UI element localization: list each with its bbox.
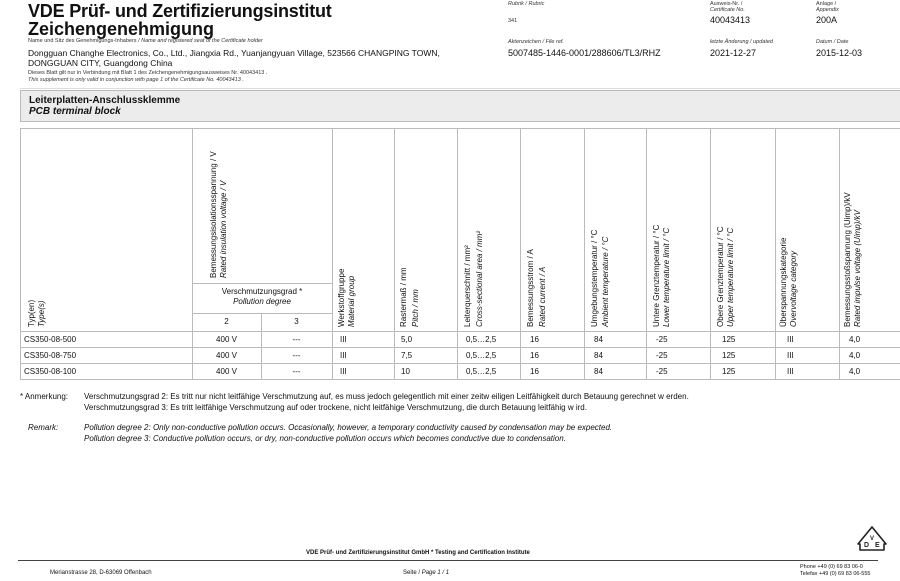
header-pd2: 2 <box>224 317 229 326</box>
footer-divider <box>18 560 878 561</box>
cell-pitch: 10 <box>401 367 410 376</box>
date-value: 2015-12-03 <box>816 48 863 58</box>
header-current <box>525 249 549 327</box>
table-line <box>192 283 332 284</box>
header-upper-en: Upper temperature limit / °C <box>726 227 735 327</box>
footer-address: Merianstrasse 28, D-63069 Offenbach <box>50 570 152 576</box>
rubric-label: Rubrik / Rubric <box>508 1 545 7</box>
holder-line1: Dongguan Changhe Electronics, Co., Ltd., Jiangxia Rd., Yuanjangyuan Village, 523566 CHANGPING TOWN, <box>28 48 440 58</box>
cell-current: 16 <box>530 335 539 344</box>
cell-upper: 125 <box>722 367 736 376</box>
header-pitch-en: Pitch / mm <box>411 289 420 327</box>
header-pitch-de: Rastermaß / mm <box>399 267 408 327</box>
cell-ambient: 84 <box>594 351 603 360</box>
table-line <box>584 128 585 380</box>
cell-type: CS350-08-500 <box>24 335 77 344</box>
footer-page <box>403 570 449 576</box>
header-type-de: Typ(en) <box>27 299 36 327</box>
appendix-label <box>816 1 839 13</box>
header-impulse-en: Rated impulse voltage (Uimp)/kV <box>853 210 862 327</box>
header-overvoltage-en: Overvoltage category <box>789 250 798 327</box>
holder-label-de: Name und Sitz des Genehmigungs-Inhabers <box>28 38 137 44</box>
header-pitch <box>398 267 422 327</box>
cell-pd3: --- <box>292 367 301 376</box>
cell-ambient: 84 <box>594 335 603 344</box>
cell-current: 16 <box>530 367 539 376</box>
header-pd3: 3 <box>294 317 299 326</box>
cell-overvoltage: III <box>787 335 794 344</box>
cell-lower: -25 <box>656 351 668 360</box>
vde-logo-icon <box>856 526 888 556</box>
updated-label: letzte Änderung / updated <box>710 39 773 45</box>
table-line <box>20 331 900 332</box>
header-material <box>337 269 357 327</box>
table-line <box>20 363 900 364</box>
section-title-en: PCB terminal block <box>29 106 121 117</box>
table-line <box>192 313 332 314</box>
footer-page-de: Seite / <box>403 570 421 576</box>
holder-line2: DONGGUAN CITY, Guangdong China <box>28 58 173 68</box>
cell-impulse: 4,0 <box>849 367 861 376</box>
header-upper-de: Obere Grenztemperatur / °C <box>716 226 725 327</box>
header-material-en: Material group <box>347 275 356 327</box>
header-cross-de: Leiterquerschnitt / mm² <box>463 245 472 327</box>
svg-text:D: D <box>864 542 870 549</box>
cell-pd3: --- <box>292 335 301 344</box>
cert-label-de: Ausweis-Nr. / <box>710 1 743 7</box>
svg-text:E: E <box>875 542 880 549</box>
header-voltage-de: Bemessungsisolationsspannung / V <box>209 151 218 278</box>
cell-pitch: 7,5 <box>401 351 413 360</box>
header-pollution-de: Verschmutzungsgrad * <box>221 287 303 296</box>
header-type <box>27 300 47 327</box>
header-impulse <box>843 192 863 327</box>
table-line <box>332 128 333 380</box>
cell-upper: 125 <box>722 351 736 360</box>
cell-overvoltage: III <box>787 351 794 360</box>
cell-pd3: --- <box>292 351 301 360</box>
header-ambient <box>589 230 611 327</box>
note-remark-line2: Pollution degree 3: Conductive pollution occurs, or dry, non-conductive pollution occurs which becomes conductive due to condensation. <box>84 434 566 443</box>
cell-impulse: 4,0 <box>849 335 861 344</box>
cell-pd2: 400 V <box>216 367 237 376</box>
footer-contact <box>800 564 870 578</box>
updated-value: 2021-12-27 <box>710 48 757 58</box>
cell-cross: 0,5…2,5 <box>466 335 497 344</box>
header-current-en: Rated current / A <box>538 266 547 327</box>
document-title: VDE Prüf- und Zertifizierungsinstitut <box>28 1 332 21</box>
rubric-value: 341 <box>508 18 518 24</box>
table-line <box>775 128 776 380</box>
date-label: Datum / Date <box>816 39 849 45</box>
cell-ambient: 84 <box>594 367 603 376</box>
header-voltage-en: Rated insulation voltage / V <box>219 180 228 278</box>
cell-material: III <box>340 351 347 360</box>
fileref-label: Aktenzeichen / File ref. <box>508 39 564 45</box>
header-voltage <box>209 151 229 278</box>
cell-type: CS350-08-100 <box>24 367 77 376</box>
holder-label <box>28 38 263 44</box>
header-type-en: Type(s) <box>37 300 46 327</box>
header-overvoltage-de: Überspannungskategorie <box>779 237 788 327</box>
cell-cross: 0,5…2,5 <box>466 351 497 360</box>
table-border-top <box>20 128 900 129</box>
cell-lower: -25 <box>656 335 668 344</box>
cell-upper: 125 <box>722 335 736 344</box>
header-divider <box>20 88 900 89</box>
section-title-de: Leiterplatten-Anschlussklemme <box>29 95 181 106</box>
appendix-value: 200A <box>816 15 838 25</box>
table-line <box>710 128 711 380</box>
section-title-box <box>20 90 900 122</box>
note-anmerkung-line1: Verschmutzungsgrad 2: Es tritt nur nicht leitfähige Verschmutzung auf, es muss jedoch gelegentlich mit einer zeitw eiligen Leitfähigkeit durch Betauung gerechnet w erden. <box>84 392 689 401</box>
cell-current: 16 <box>530 351 539 360</box>
footer-page-en: Page 1 / 1 <box>421 570 450 576</box>
cell-pd2: 400 V <box>216 335 237 344</box>
cell-lower: -25 <box>656 367 668 376</box>
header-ambient-de: Umgebungstemperatur / °C <box>590 229 599 327</box>
header-current-de: Bemessungsstrom / A <box>526 249 535 327</box>
table-line <box>839 128 840 380</box>
table-line <box>20 347 900 348</box>
document-subtitle: Zeichengenehmigung <box>28 19 215 39</box>
note-remark-label: Remark: <box>28 423 59 432</box>
table-line <box>20 128 21 380</box>
cert-number: 40043413 <box>710 15 751 25</box>
header-upper-temp <box>716 226 736 327</box>
cell-material: III <box>340 367 347 376</box>
cell-type: CS350-08-750 <box>24 351 77 360</box>
table-line <box>394 128 395 380</box>
header-material-de: Werkstoffgruppe <box>337 268 346 327</box>
header-lower-de: Untere Grenztemperatur / °C <box>652 224 661 327</box>
footer-institute: VDE Prüf- und Zertifizierungsinstitut GmbH * Testing and Certification Institute <box>306 550 530 556</box>
header-overvoltage <box>779 238 799 327</box>
footer-fax: Telefax +49 (0) 69 83 06-555 <box>800 571 871 577</box>
header-cross-section <box>462 231 486 327</box>
header-cross-en: Cross-sectional area / mm² <box>475 230 484 327</box>
table-border-bottom <box>20 379 900 380</box>
table-line <box>646 128 647 380</box>
cell-pd2: 400 V <box>216 351 237 360</box>
cell-material: III <box>340 335 347 344</box>
validity-en: This supplement is only valid in conjunction with page 1 of the Certificate No. 40043413 . <box>28 77 244 83</box>
cell-overvoltage: III <box>787 367 794 376</box>
note-remark-line1: Pollution degree 2: Only non-conductive pollution occurs. Occasionally, however, a temporary conductivity caused by condensation may be expected. <box>84 423 613 432</box>
header-lower-en: Lower temperature limit / °C <box>662 227 671 327</box>
header-ambient-en: Ambient temperature / °C <box>601 236 610 327</box>
footer-phone: Phone +49 (0) 69 83 06-0 <box>800 564 863 570</box>
header-pollution-en: Pollution degree <box>233 297 291 306</box>
header-lower-temp <box>652 225 672 327</box>
svg-text:V: V <box>870 536 875 542</box>
holder-label-en: / Name and registered seat of the Certificate holder <box>138 38 263 44</box>
fileref-value: 5007485-1446-0001/288606/TL3/RHZ <box>508 48 661 58</box>
cell-pitch: 5,0 <box>401 335 413 344</box>
header-impulse-de: Bemessungsstoßspannung (Uimp)/kV <box>843 192 852 327</box>
cert-label-en: Certificate No. <box>710 7 745 13</box>
cert-label <box>710 1 745 13</box>
note-anmerkung-label: * Anmerkung: <box>20 392 69 401</box>
header-pollution <box>192 287 332 307</box>
cell-cross: 0,5…2,5 <box>466 367 497 376</box>
table-line <box>457 128 458 380</box>
note-anmerkung-line2: Verschmutzungsgrad 3: Es tritt leitfähige Verschmutzung auf oder trockene, nicht leitfähige Verschmutzung, die durch Betauung leitfähig w ird. <box>84 403 587 412</box>
cell-impulse: 4,0 <box>849 351 861 360</box>
table-line <box>520 128 521 380</box>
appendix-label-en: Appendix <box>816 7 839 13</box>
holder-address <box>28 48 488 68</box>
appendix-label-de: Anlage / <box>816 1 837 7</box>
validity-de: Dieses Blatt gilt nur in Verbindung mit Blatt 1 des Zeichengenehmigungsausweises Nr. 40043413 . <box>28 70 268 76</box>
